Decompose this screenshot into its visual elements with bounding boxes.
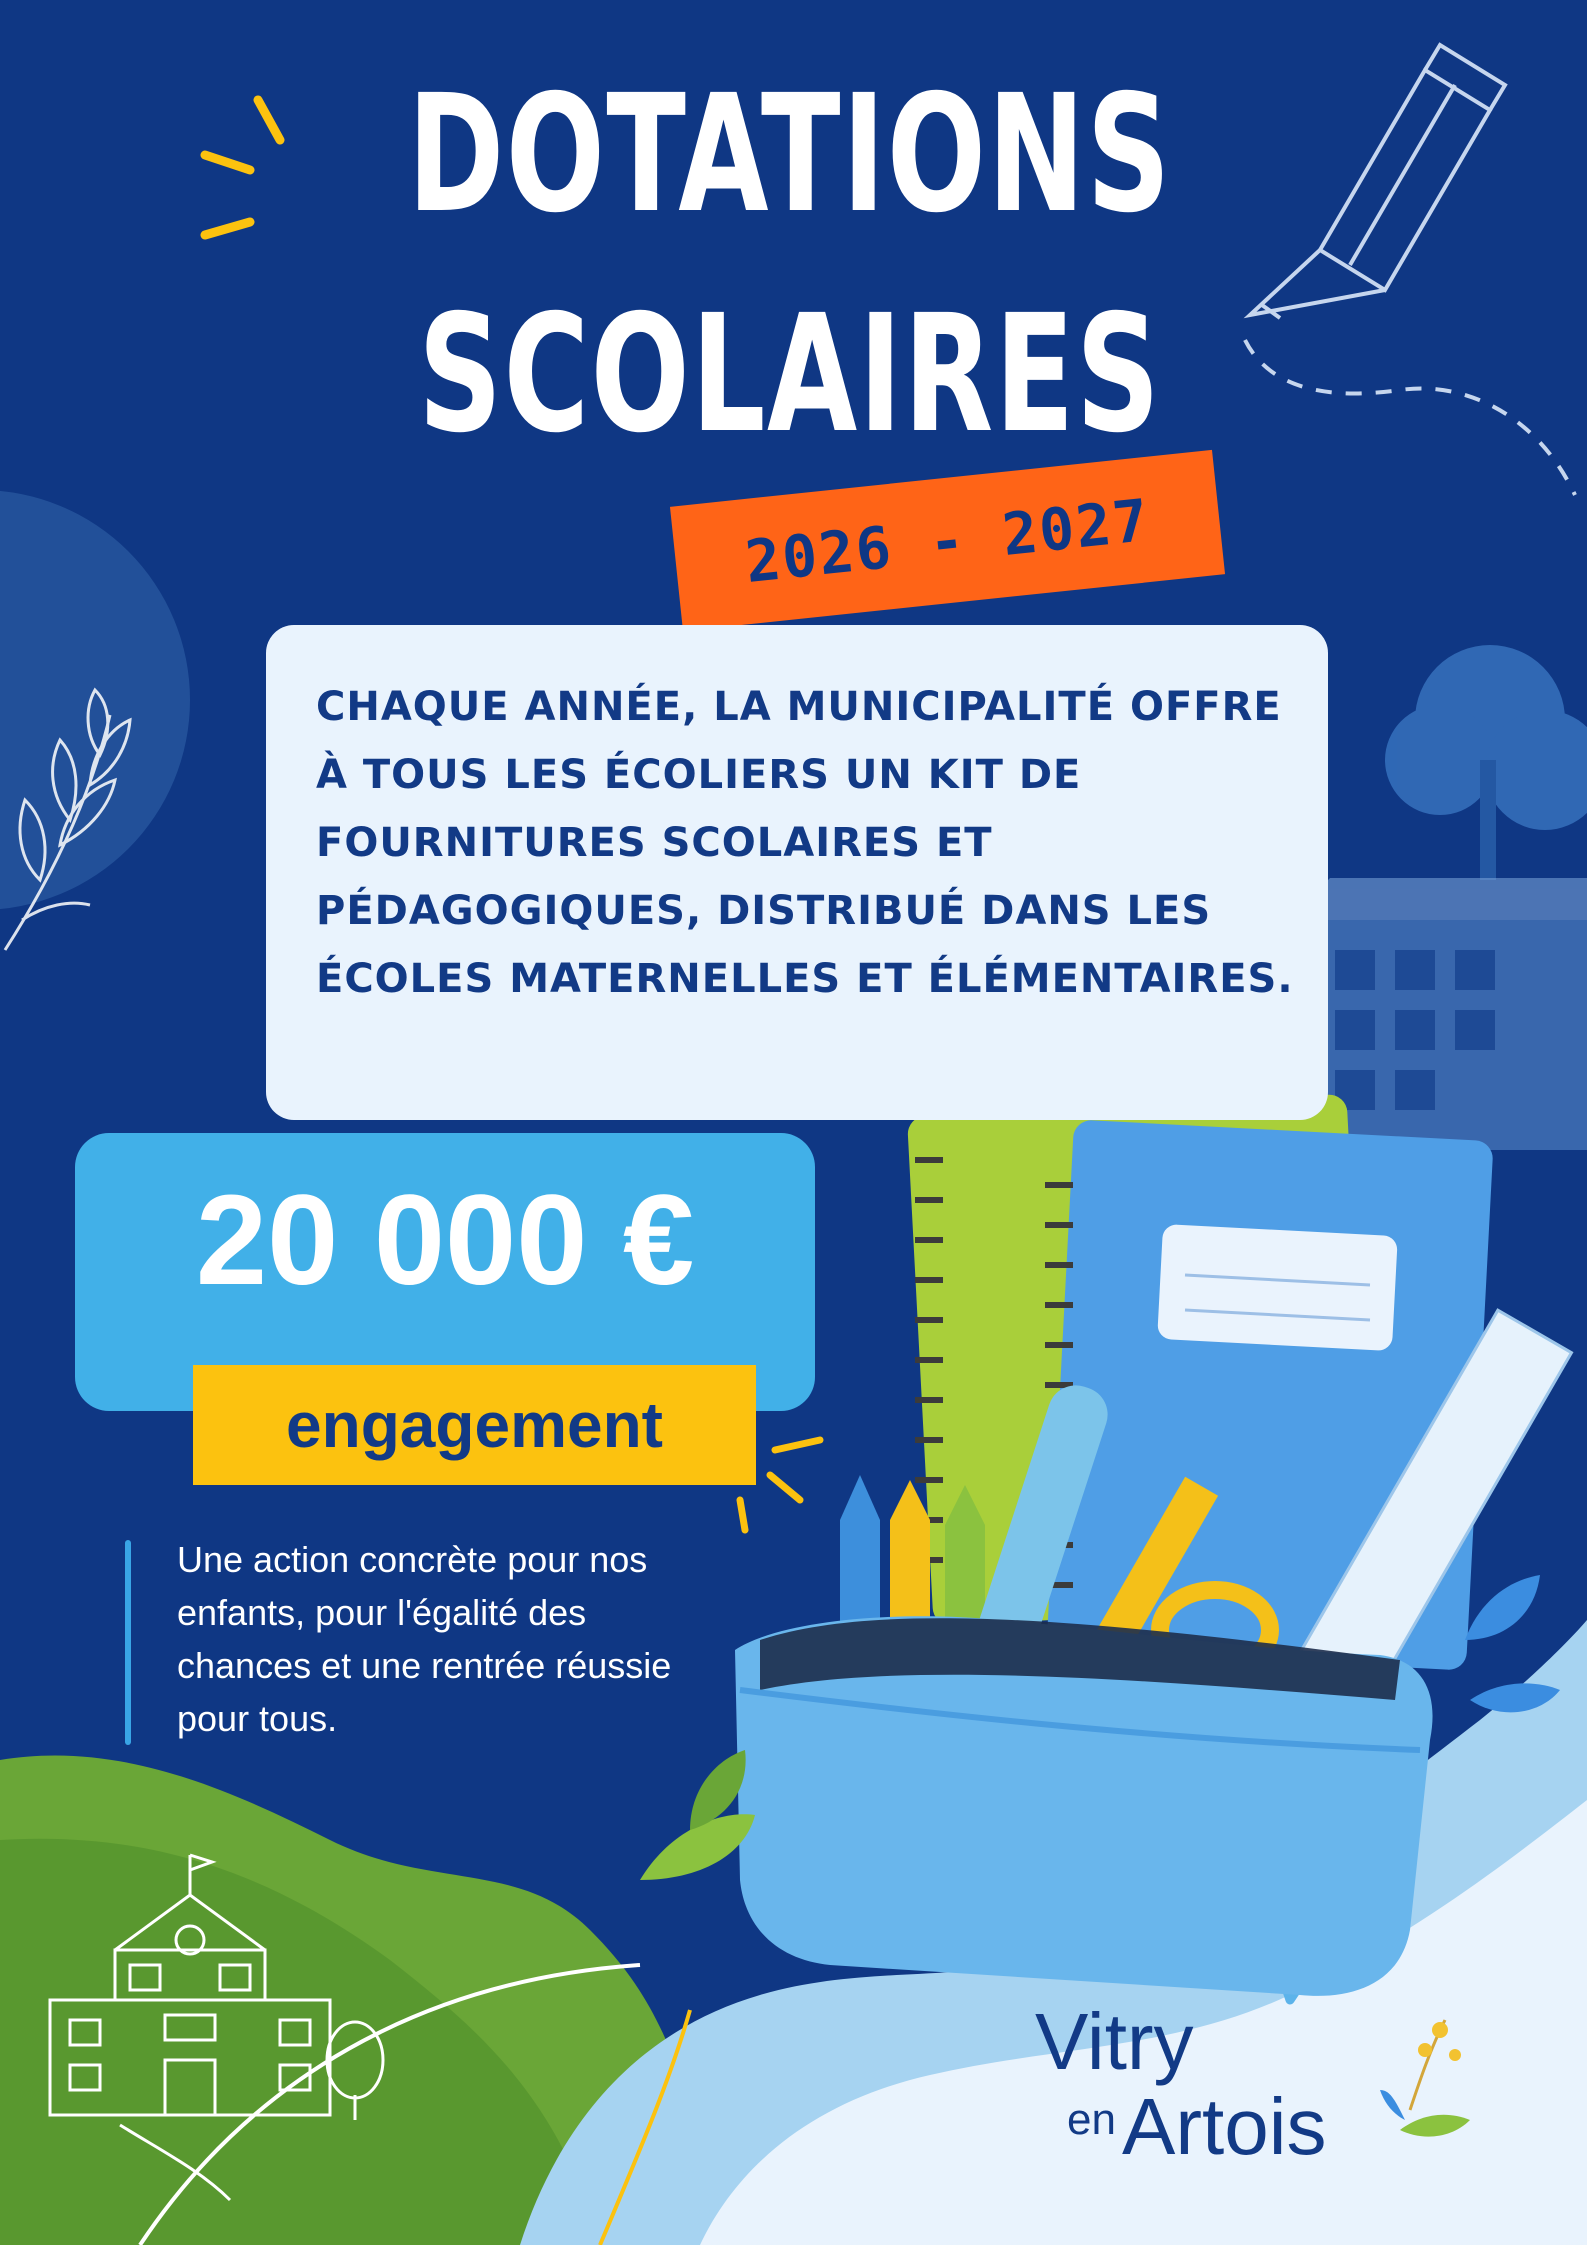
year-badge-label: 2026 - 2027 [741,485,1153,596]
amount-value: 20 000 € [195,1169,695,1312]
title-line-2: SCOLAIRES [418,281,1162,469]
quote-bar [125,1540,131,1745]
tree-icon [1385,645,1587,880]
logo-text-vitry: Vitry [1035,1997,1194,2086]
engagement-tag-label: engagement [286,1389,663,1461]
quote-text: Une action concrète pour nos enfants, pour l'égalité des chances et une rentrée réussie pour tous. [177,1539,672,1739]
decor-circle [0,490,190,910]
logo-text-en: en [1067,2095,1116,2144]
engagement-tag [193,1365,756,1485]
info-box [266,625,1328,1120]
logo-text-artois: Artois [1122,2082,1327,2171]
info-text: CHAQUE ANNÉE, LA MUNICIPALITÉ OFFRE À TOUS LES ÉCOLIERS UN KIT DE FOURNITURES SCOLAIRES ET PÉDAGOGIQUES, DISTRIBUÉ DANS LES ÉCOLES MATERNELLES ET ÉLÉMENTAIRES. [316,684,1294,1002]
title-line-1: DOTATIONS [407,61,1172,249]
